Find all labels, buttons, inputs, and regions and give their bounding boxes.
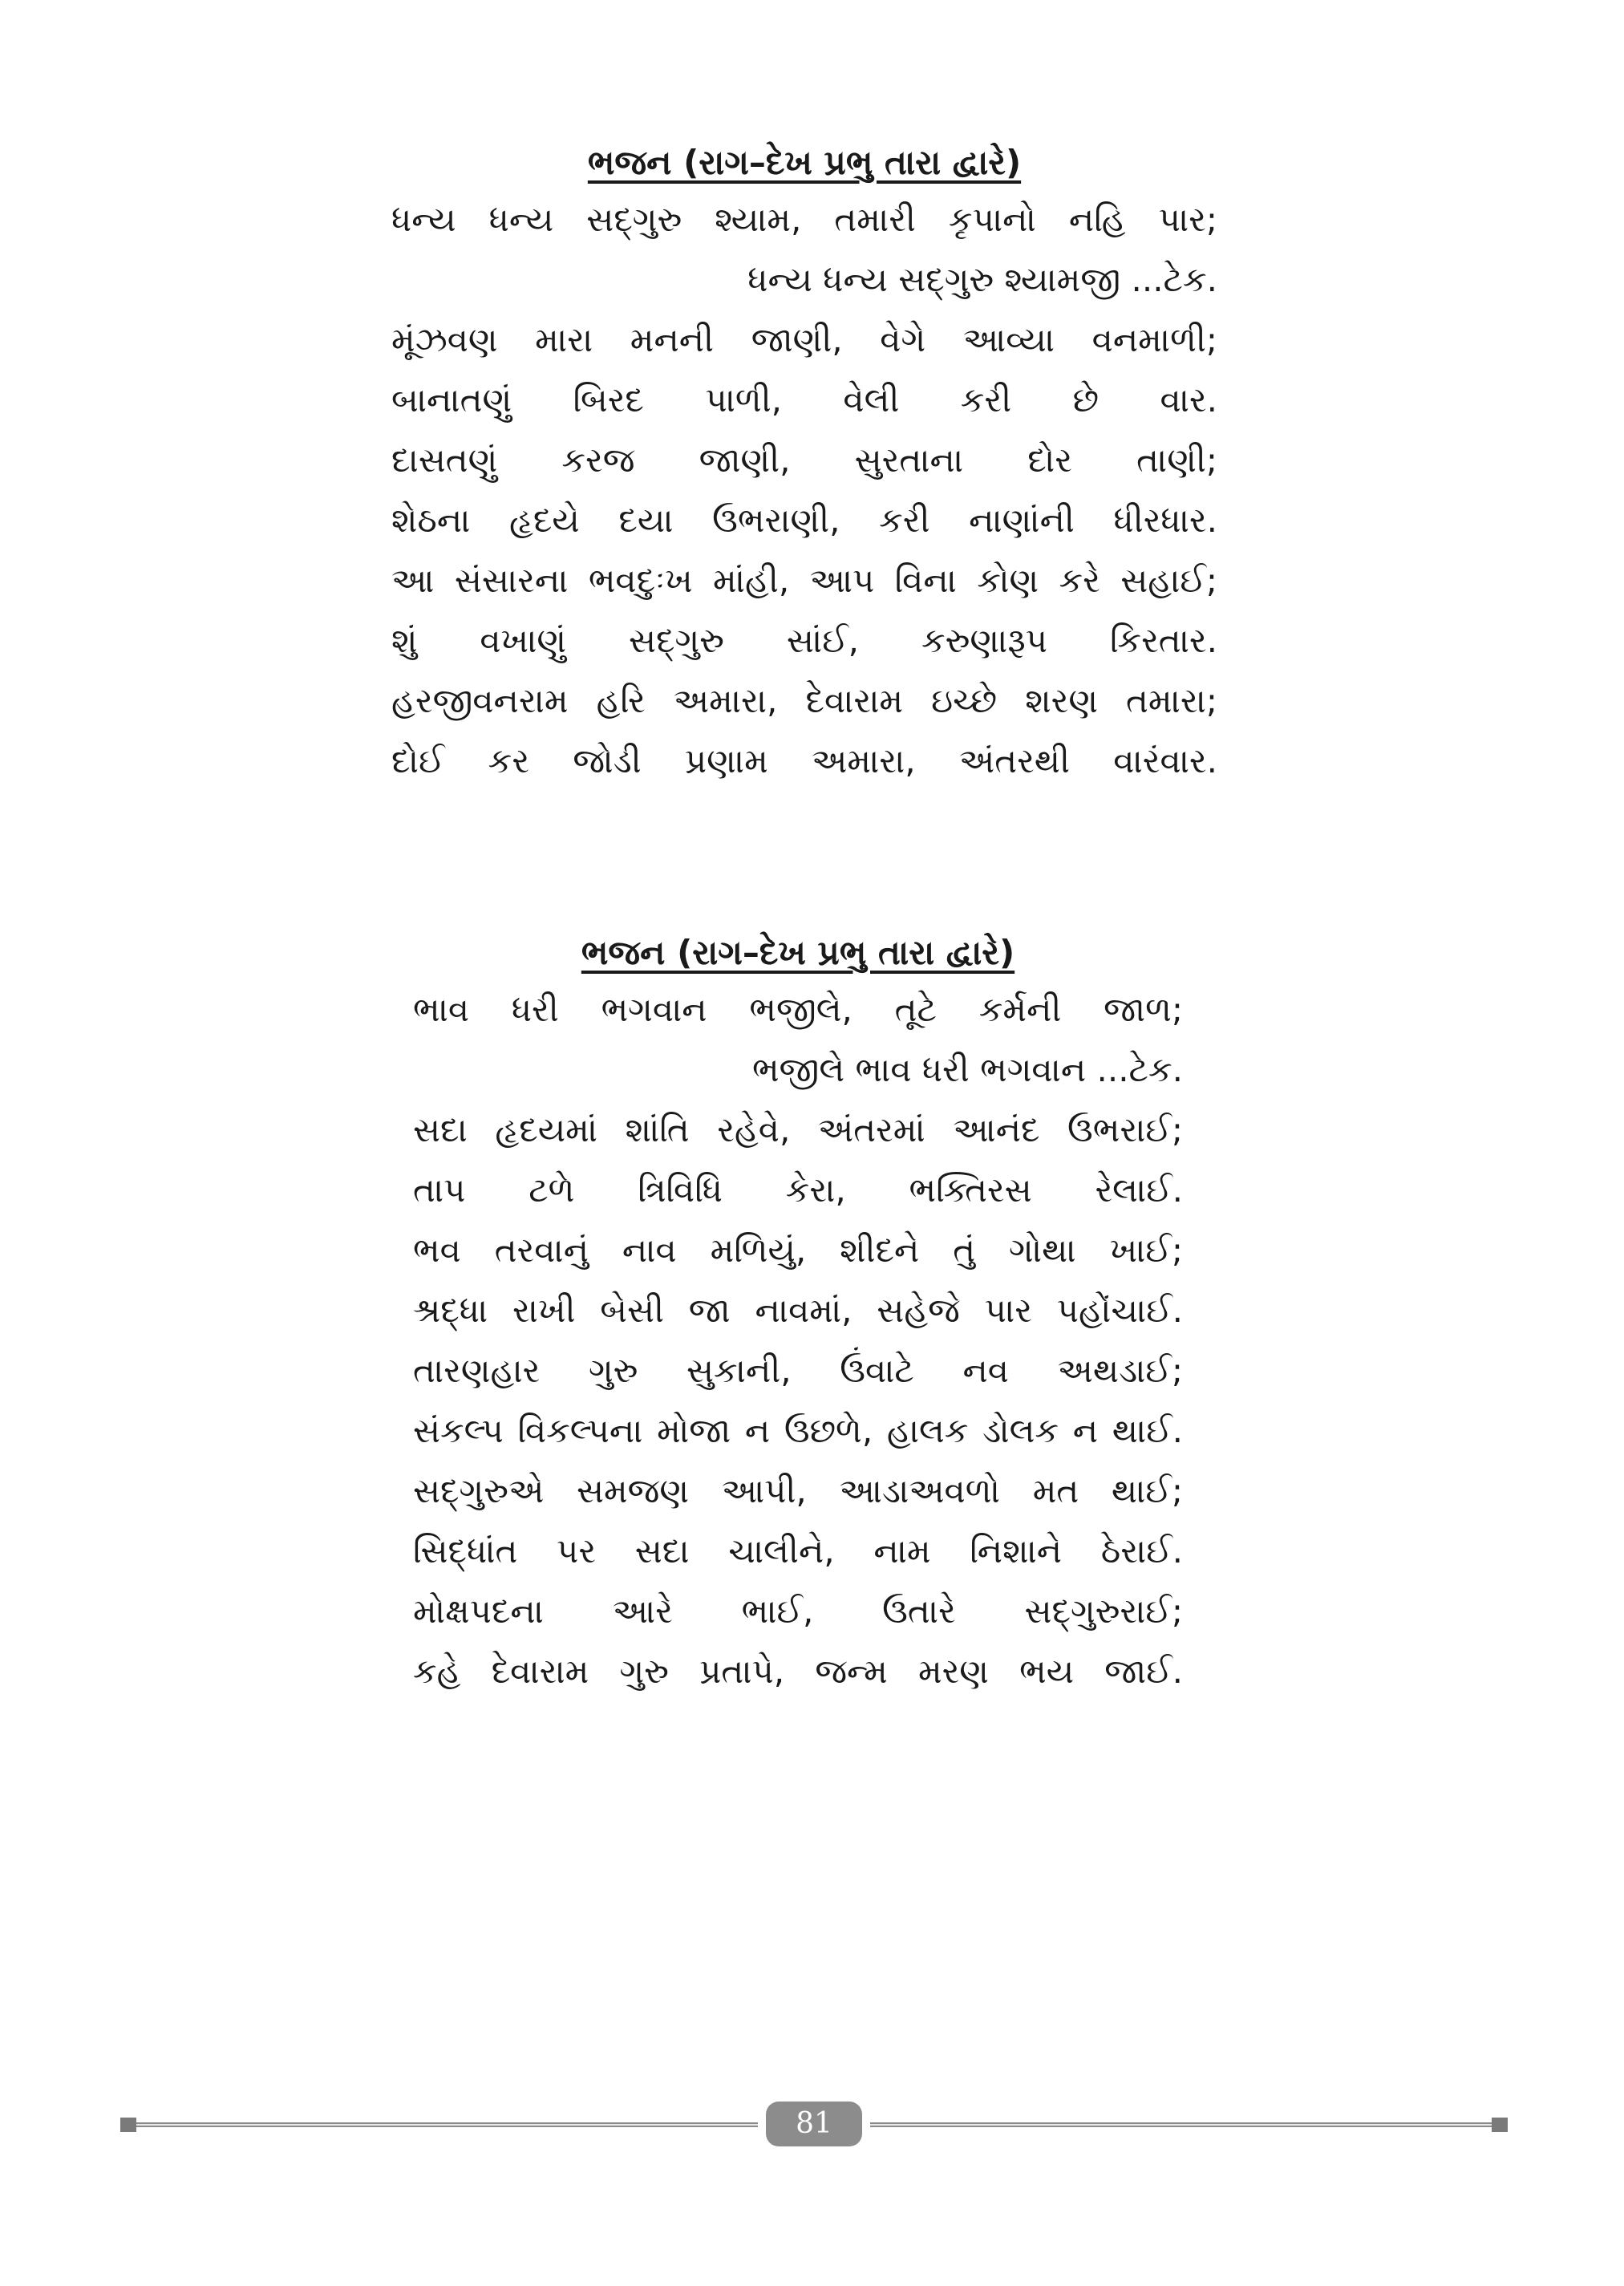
footer-cap-right — [1492, 2118, 1508, 2132]
verse-line: આ સંસારના ભવદુઃખ માંહી, આપ વિના કોણ કરે સહાઈ; — [391, 561, 1217, 600]
verse-line: હરજીવનરામ હરિ અમારા, દેવારામ ઇચ્છે શરણ તમારા; — [391, 681, 1217, 720]
verse-line: સિદ્ધાંત પર સદા ચાલીને, નામ નિશાને ઠેરાઈ. — [413, 1531, 1183, 1571]
verse-line: સદા હૃદયમાં શાંતિ રહેવે, અંતરમાં આનંદ ઉભરાઈ; — [413, 1110, 1183, 1149]
verse-line: બાનાતણું બિરદ પાળી, વેલી કરી છે વાર. — [391, 380, 1217, 420]
footer-cap-left — [120, 2118, 136, 2132]
verse-line: શું વખાણું સદ્‌ગુરુ સાંઈ, કરુણારૂપ કિરતાર. — [391, 621, 1217, 660]
verse-line: મોક્ષપદના આરે ભાઈ, ઉતારે સદ્‌ગુરુરાઈ; — [413, 1591, 1183, 1631]
page-number: 81 — [766, 2102, 862, 2146]
footer-rule-left — [120, 2122, 758, 2127]
verse-line: શેઠના હૃદયે દયા ઉભરાણી, કરી નાણાંની ધીરધાર. — [391, 501, 1217, 540]
verse-line: મૂંઝવણ મારા મનની જાણી, વેગે આવ્યા વનમાળી; — [391, 320, 1217, 359]
verse-line: દાસતણું કરજ જાણી, સુરતાના દોર તાણી; — [391, 440, 1217, 480]
verse-line: સદ્‌ગુરુએ સમજણ આપી, આડાઅવળો મત થાઈ; — [413, 1471, 1183, 1510]
page-footer — [120, 2100, 1508, 2148]
verse-line: તાપ ટળે ત્રિવિધિ કેરા, ભક્તિરસ રેલાઈ. — [413, 1170, 1183, 1210]
bhajan-1 — [391, 136, 1217, 791]
verse-line: ધન્ય ધન્ય સદ્‌ગુરુ શ્યામ, તમારી કૃપાનો નહિ પાર; — [391, 200, 1217, 239]
bhajan-title: ભજન (રાગ–દેખ પ્રભુ તારા દ્વારે) — [587, 143, 1022, 182]
verse-line: સંકલ્પ વિકલ્પના મોજા ન ઉછળે, હાલક ડોલક ન થાઈ. — [413, 1411, 1183, 1450]
bhajan-title: ભજન (રાગ–દેખ પ્રભુ તારા દ્વારે) — [581, 933, 1015, 972]
verse-line: તારણહાર ગુરુ સુકાની, ઉંવાટે નવ અથડાઈ; — [413, 1351, 1183, 1390]
refrain-line: ધન્ય ધન્ય સદ્‌ગુરુ શ્યામજી ...ટેક. — [747, 260, 1217, 299]
verse-line: ભાવ ધરી ભગવાન ભજીલે, તૂટે કર્મની જાળ; — [413, 990, 1183, 1029]
footer-rule-right — [870, 2122, 1508, 2127]
refrain-line: ભજીલે ભાવ ધરી ભગવાન ...ટેક. — [751, 1050, 1183, 1089]
bhajan-2 — [413, 926, 1183, 1701]
verse-line: દોઈ કર જોડી પ્રણામ અમારા, અંતરથી વારંવાર. — [391, 741, 1217, 780]
verse-line: કહે દેવારામ ગુરુ પ્રતાપે, જન્મ મરણ ભય જાઈ. — [413, 1652, 1183, 1691]
verse-line: શ્રદ્ધા રાખી બેસી જા નાવમાં, સહેજે પાર પહોંચાઈ. — [413, 1291, 1183, 1330]
verse-line: ભવ તરવાનું નાવ મળિયું, શીદને તું ગોથા ખાઈ; — [413, 1230, 1183, 1270]
